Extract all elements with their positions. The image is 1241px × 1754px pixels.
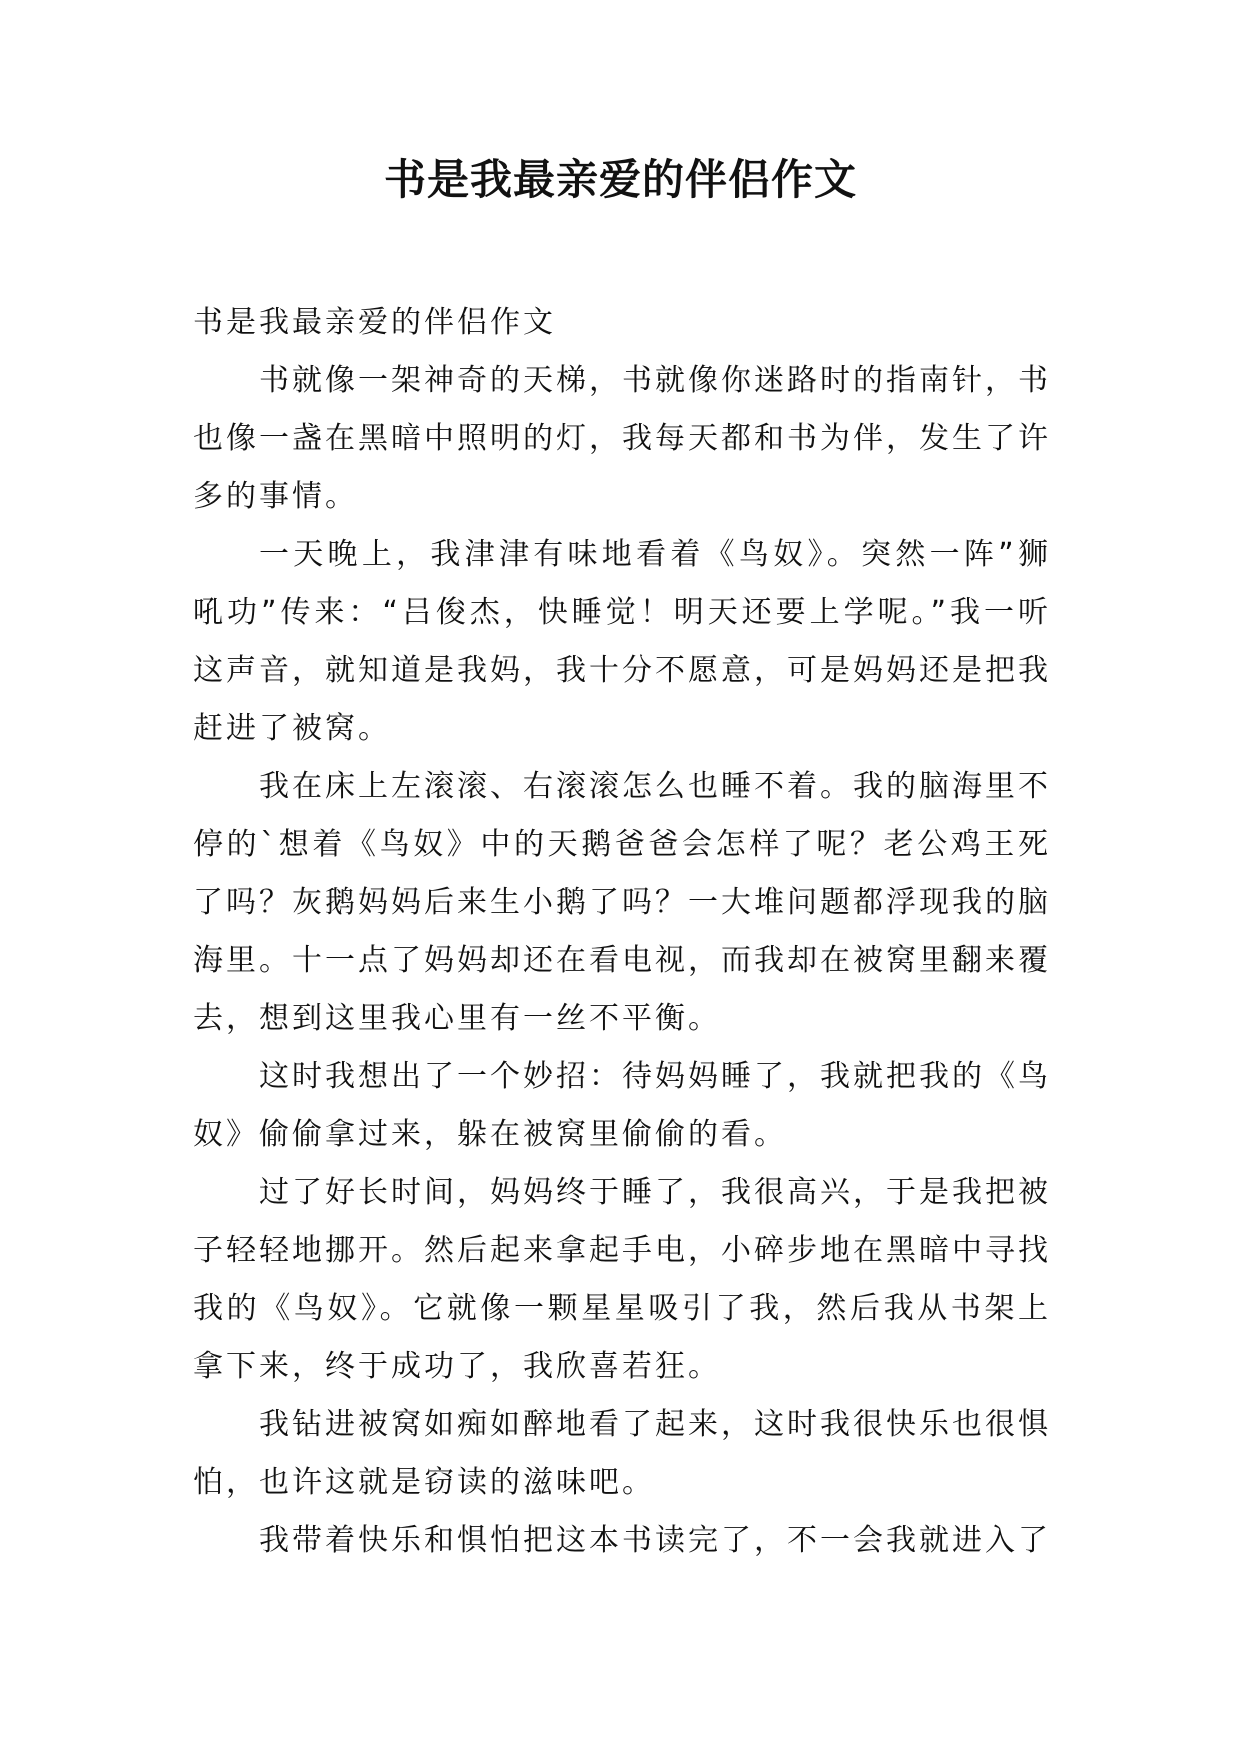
paragraph: 我在床上左滚滚、右滚滚怎么也睡不着。我的脑海里不停的`想着《鸟奴》中的天鹅爸爸会怎样了呢？老公鸡王死了吗？灰鹅妈妈后来生小鹅了吗？一大堆问题都浮现我的脑海里。十一点了妈妈却还在看电视，而我却在被窝里翻来覆去，想到这里我心里有一丝不平衡。 bbox=[193, 769, 1051, 1036]
paragraph: 我带着快乐和惧怕把这本书读完了，不一会我就进入了 bbox=[259, 1523, 1051, 1558]
paragraph: 这时我想出了一个妙招：待妈妈睡了，我就把我的《鸟奴》偷偷拿过来，躲在被窝里偷偷的看。 bbox=[193, 1059, 1051, 1152]
paragraph: 一天晚上，我津津有味地看着《鸟奴》。突然一阵”狮吼功”传来：“吕俊杰，快睡觉！明天还要上学呢。”我一听这声音，就知道是我妈，我十分不愿意，可是妈妈还是把我赶进了被窝。 bbox=[193, 537, 1051, 746]
paragraph: 过了好长时间，妈妈终于睡了，我很高兴，于是我把被子轻轻地挪开。然后起来拿起手电，小碎步地在黑暗中寻找我的《鸟奴》。它就像一颗星星吸引了我，然后我从书架上拿下来，终于成功了，我欣喜若狂。 bbox=[193, 1175, 1051, 1384]
document-subtitle: 书是我最亲爱的伴侣作文 bbox=[193, 305, 556, 340]
document-title: 书是我最亲爱的伴侣作文 bbox=[383, 155, 857, 204]
paragraph: 我钻进被窝如痴如醉地看了起来，这时我很快乐也很惧怕，也许这就是窃读的滋味吧。 bbox=[193, 1407, 1051, 1500]
document-body bbox=[193, 294, 1051, 1570]
paragraph: 书就像一架神奇的天梯，书就像你迷路时的指南针，书也像一盏在黑暗中照明的灯，我每天都和书为伴，发生了许多的事情。 bbox=[193, 363, 1051, 514]
